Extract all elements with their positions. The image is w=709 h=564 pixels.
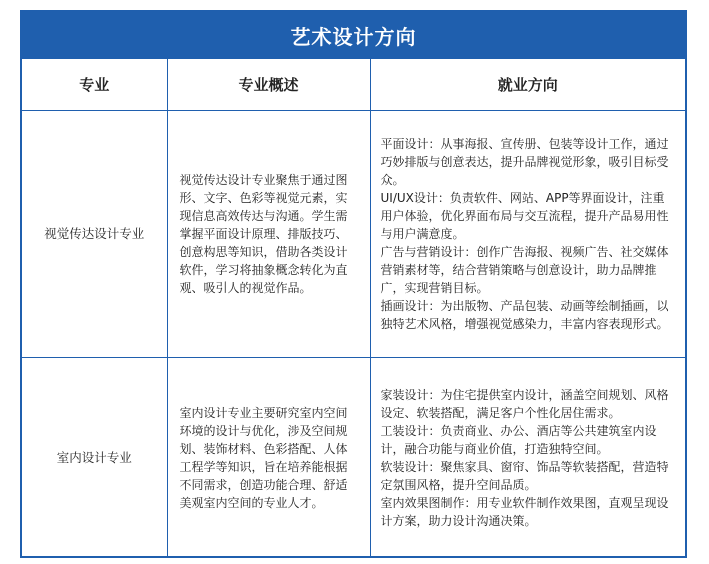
table-header-row bbox=[22, 59, 685, 111]
career-item: 广告与营销设计：创作广告海报、视频广告、社交媒体营销素材等，结合营销策略与创意设计，助力品牌推广，实现营销目标。 bbox=[380, 245, 669, 295]
career-item: 插画设计：为出版物、产品包装、动画等绘制插画，以独特艺术风格，增强视觉感染力，丰富内容表现形式。 bbox=[380, 299, 669, 331]
career-item: 平面设计：从事海报、宣传册、包装等设计工作，通过巧妙排版与创意表达，提升品牌视觉形象，吸引目标受众。 bbox=[380, 137, 669, 187]
info-card bbox=[20, 10, 687, 558]
career-item: UI/UX设计：负责软件、网站、APP等界面设计，注重用户体验，优化界面布局与交互流程，提升产品易用性与用户满意度。 bbox=[380, 191, 669, 241]
major-name: 室内设计专业 bbox=[22, 358, 167, 559]
majors-table bbox=[22, 59, 685, 558]
career-item: 工装设计：负责商业、办公、酒店等公共建筑室内设计，融合功能与商业价值，打造独特空间。 bbox=[380, 424, 657, 456]
header-overview: 专业概述 bbox=[167, 59, 370, 111]
table-row bbox=[22, 358, 685, 559]
career-item: 家装设计：为住宅提供室内设计，涵盖空间规划、风格设定、软装搭配，满足客户个性化居住需求。 bbox=[380, 388, 669, 420]
major-overview: 视觉传达设计专业聚焦于通过图形、文字、色彩等视觉元素，实现信息高效传达与沟通。学生需掌握平面设计原理、排版技巧、创意构思等知识，借助各类设计软件，学习将抽象概念转化为直观、吸引人的视觉作品。 bbox=[167, 111, 370, 358]
career-item: 室内效果图制作：用专业软件制作效果图，直观呈现设计方案，助力设计沟通决策。 bbox=[380, 496, 669, 528]
major-name: 视觉传达设计专业 bbox=[22, 111, 167, 358]
career-cell bbox=[370, 358, 685, 559]
major-overview: 室内设计专业主要研究室内空间环境的设计与优化，涉及空间规划、装饰材料、色彩搭配、人体工程学等知识，旨在培养能根据不同需求，创造功能合理、舒适美观室内空间的专业人才。 bbox=[167, 358, 370, 559]
header-career: 就业方向 bbox=[370, 59, 685, 111]
career-cell bbox=[370, 111, 685, 358]
career-item: 软装设计：聚焦家具、窗帘、饰品等软装搭配，营造特定氛围风格，提升空间品质。 bbox=[380, 460, 669, 492]
header-major: 专业 bbox=[22, 59, 167, 111]
section-title: 艺术设计方向 bbox=[22, 12, 685, 59]
table-row bbox=[22, 111, 685, 358]
